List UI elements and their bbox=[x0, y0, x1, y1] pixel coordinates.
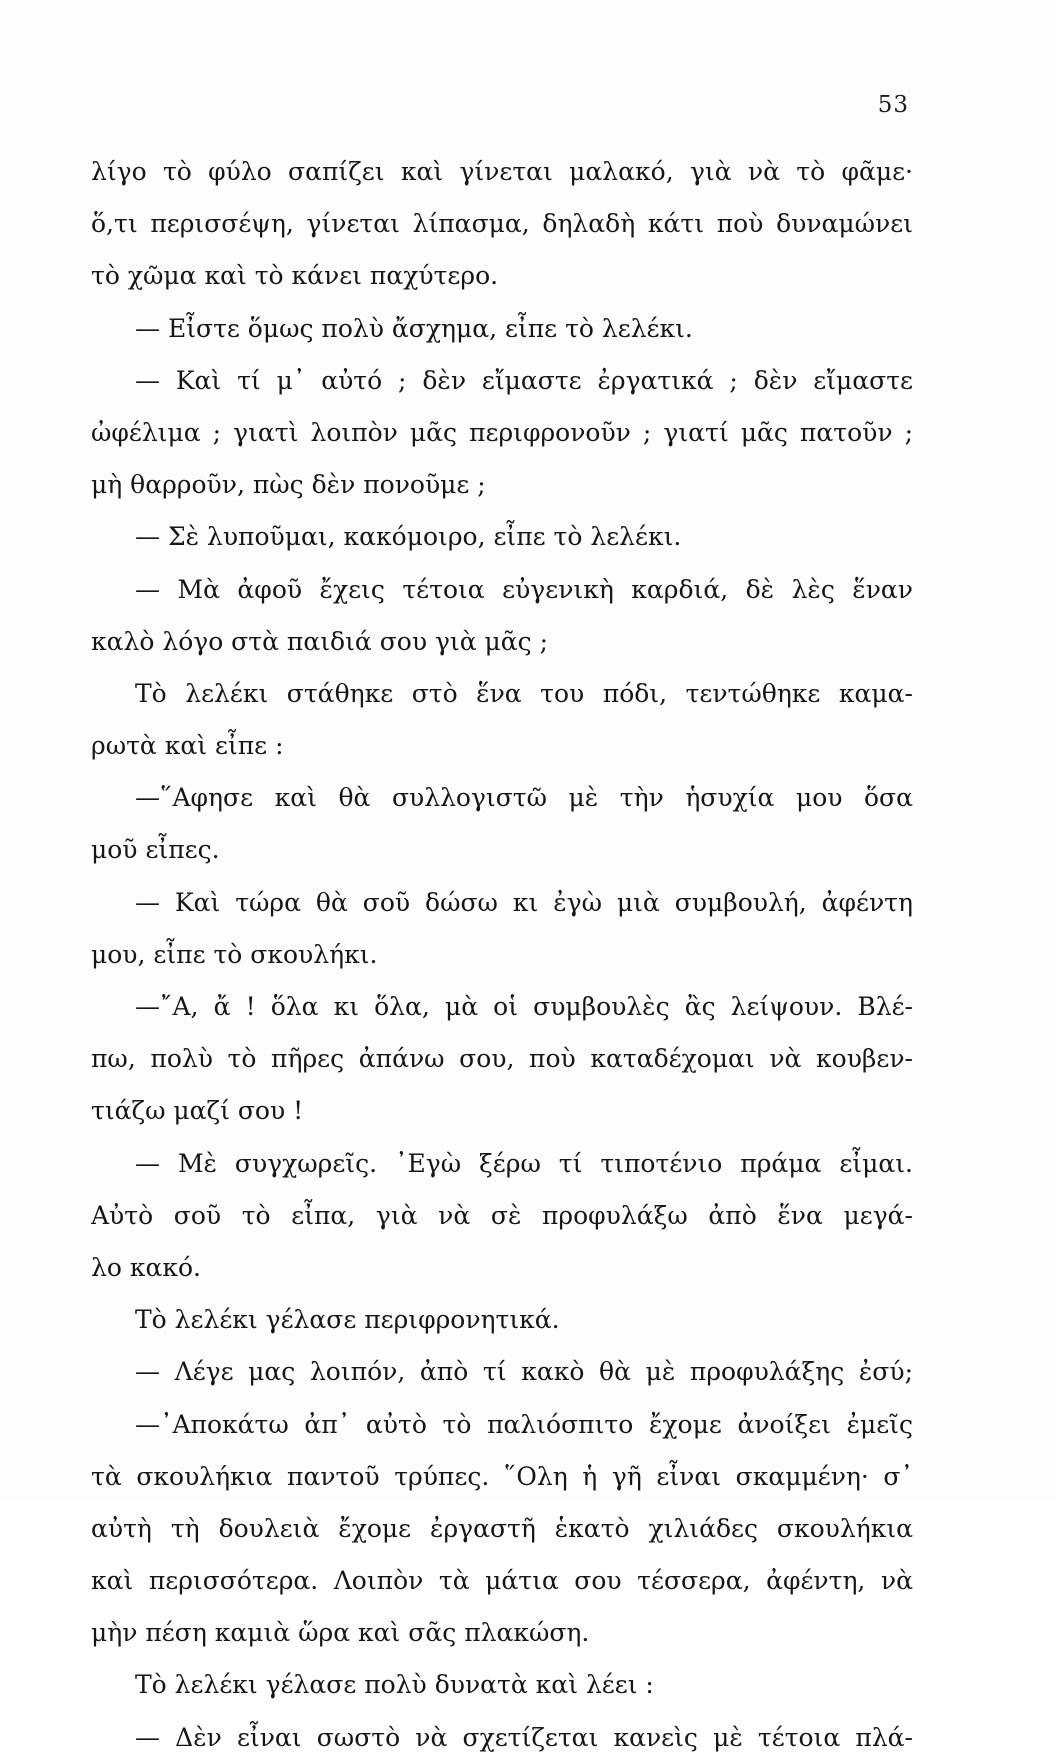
text-line: Τὸ λελέκι στάθηκε στὸ ἕνα του πόδι, τεντώθηκε καμα- bbox=[135, 678, 913, 708]
text-line: μοῦ εἶπες. bbox=[91, 835, 220, 865]
text-line: —᾽Αποκάτω ἀπ᾿ αὐτὸ τὸ παλιόσπιτο ἔχομε ἀνοίξει ἐμεῖς bbox=[135, 1409, 913, 1439]
text-line: ὅ,τι περισσέψη, γίνεται λίπασμα, δηλαδὴ κάτι ποὺ δυναμώνει bbox=[91, 209, 913, 239]
text-line: μὴ θαρροῦν, πὼς δὲν πονοῦμε ; bbox=[91, 470, 486, 500]
text-line: λίγο τὸ φύλο σαπίζει καὶ γίνεται μαλακό, γιὰ νὰ τὸ φᾶμε· bbox=[91, 157, 913, 186]
text-line: τὰ σκουλήκια παντοῦ τρύπες. ῞Ολη ἡ γῆ εἶναι σκαμμένη· σ᾿ bbox=[91, 1461, 913, 1491]
text-line: —῞Αφησε καὶ θὰ συλλογιστῶ μὲ τὴν ἡσυχία μου ὅσα bbox=[135, 783, 913, 813]
text-line: Αὐτὸ σοῦ τὸ εἶπα, γιὰ νὰ σὲ προφυλάξω ἀπὸ ἕνα μεγά- bbox=[91, 1200, 913, 1230]
text-line: καλὸ λόγο στὰ παιδιά σου γιὰ μᾶς ; bbox=[91, 626, 549, 656]
text-line: — Σὲ λυποῦμαι, κακόμοιρο, εἶπε τὸ λελέκι. bbox=[135, 522, 682, 552]
page-number: 53 bbox=[877, 92, 909, 118]
text-line: —῎Α, ἄ ! ὅλα κι ὅλα, μὰ οἱ συμβουλὲς ἂς λείψουν. Βλέ- bbox=[135, 992, 913, 1021]
text-line: τιάζω μαζί σου ! bbox=[91, 1096, 304, 1126]
text-line: μου, εἶπε τὸ σκουλήκι. bbox=[91, 939, 378, 969]
text-line: λο κακό. bbox=[91, 1252, 201, 1282]
body-text bbox=[91, 146, 913, 1764]
text-line: — Δὲν εἶναι σωστὸ νὰ σχετίζεται κανεὶς μὲ τέτοια πλά- bbox=[135, 1722, 913, 1752]
text-line: — Καὶ τώρα θὰ σοῦ δώσω κι ἐγὼ μιὰ συμβουλή, ἀφέντη bbox=[135, 887, 913, 917]
text-line: πω, πολὺ τὸ πῆρες ἀπάνω σου, ποὺ καταδέχομαι νὰ κουβεν- bbox=[91, 1044, 913, 1074]
text-line: Τὸ λελέκι γέλασε περιφρονητικά. bbox=[135, 1305, 560, 1335]
text-line: — Μὲ συγχωρεῖς. ᾽Εγὼ ξέρω τί τιποτένιο πράμα εἶμαι. bbox=[135, 1148, 913, 1178]
text-line: — Μὰ ἀφοῦ ἔχεις τέτοια εὐγενικὴ καρδιά, δὲ λὲς ἕναν bbox=[135, 574, 913, 604]
text-line: τὸ χῶμα καὶ τὸ κάνει παχύτερο. bbox=[91, 261, 499, 291]
text-line: ρωτὰ καὶ εἶπε : bbox=[91, 731, 284, 761]
text-line: — Καὶ τί μ᾿ αὐτό ; δὲν εἴμαστε ἐργατικά ; δὲν εἴμαστε bbox=[135, 365, 913, 395]
text-line: καὶ περισσότερα. Λοιπὸν τὰ μάτια σου τέσσερα, ἀφέντη, νὰ bbox=[91, 1566, 913, 1596]
text-line: αὐτὴ τὴ δουλειὰ ἔχομε ἐργαστῆ ἑκατὸ χιλιάδες σκουλήκια bbox=[91, 1513, 913, 1543]
text-line: μὴν πέση καμιὰ ὥρα καὶ σᾶς πλακώση. bbox=[91, 1618, 590, 1648]
text-line: — Λέγε μας λοιπόν, ἀπὸ τί κακὸ θὰ μὲ προφυλάξης ἐσύ; bbox=[135, 1357, 913, 1387]
text-line: ὠφέλιμα ; γιατὶ λοιπὸν μᾶς περιφρονοῦν ; γιατί μᾶς πατοῦν ; bbox=[91, 417, 913, 447]
text-line: — Εἶστε ὅμως πολὺ ἄσχημα, εἶπε τὸ λελέκι. bbox=[135, 313, 693, 343]
text-line: Τὸ λελέκι γέλασε πολὺ δυνατὰ καὶ λέει : bbox=[135, 1670, 654, 1700]
